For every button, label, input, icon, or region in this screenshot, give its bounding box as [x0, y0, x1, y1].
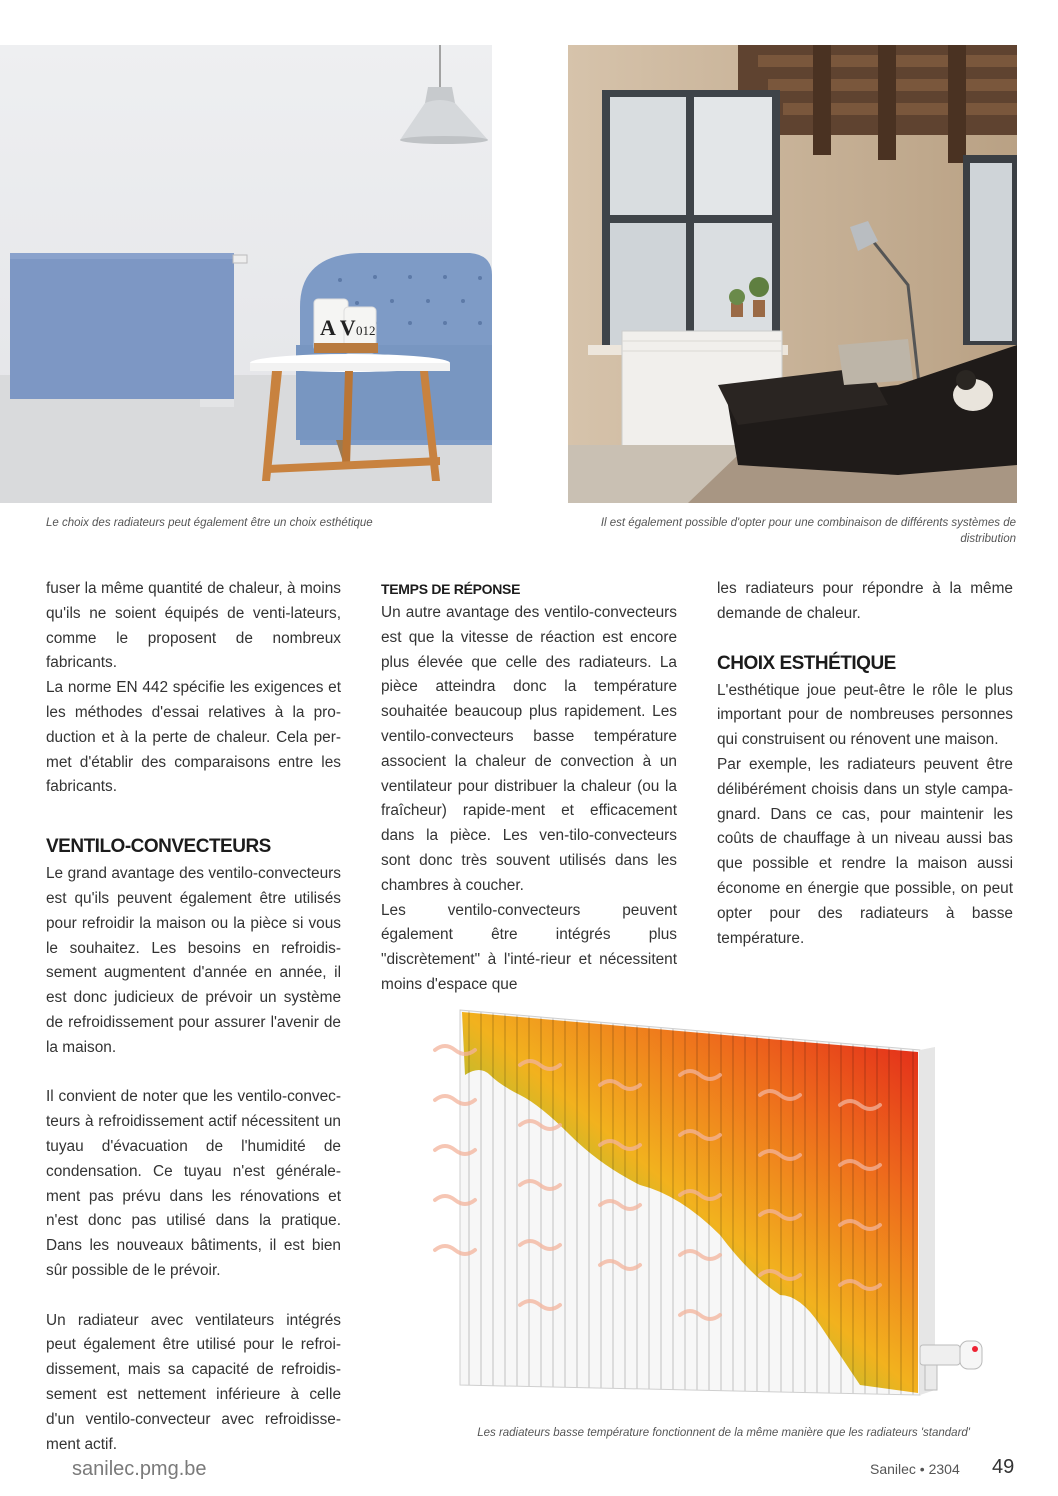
- footer-issue-label: Sanilec • 2304: [870, 1461, 960, 1477]
- paragraph: fuser la même quantité de chaleur, à moins qu'ils ne soient équipés de venti-lateurs, comme le proposent de nombreux fabricants.: [46, 580, 341, 672]
- radiator-heat-illustration: [420, 995, 990, 1405]
- section-heading-ventilo-convecteurs: VENTILO-CONVECTEURS: [46, 836, 271, 858]
- illustration-caption: Les radiateurs basse température fonctionnent de la même manière que les radiateurs 'standard': [477, 1427, 970, 1439]
- paragraph: Par exemple, les radiateurs peuvent être délibérément choisis dans un style campa-gnard. Dans ce cas, pour maintenir les coûts de chauffage à un niveau aussi bas que possible et rendre la maison aussi économe en énergie que possible, on peut opter pour des radiateurs à basse température.: [717, 755, 1013, 947]
- mug-letters: A V: [320, 315, 356, 340]
- section-heading-temps-de-reponse: TEMPS DE RÉPONSE: [381, 581, 521, 597]
- radiator-heat-drawing: [420, 995, 990, 1405]
- photo-caption-left: Le choix des radiateurs peut également être un choix esthétique: [46, 517, 373, 529]
- paragraph: Le grand avantage des ventilo-convecteurs est qu'ils peuvent également être utilisés pour refroidir la maison ou la pièce si vous le souhaitez. Les besoins en refroidis-sement augmentent d'année en année, il est donc judicieux de prévoir un système de refroidissement pour assurer l'avenir de la maison.: [46, 865, 341, 1056]
- section-heading-choix-esthetique: CHOIX ESTHÉTIQUE: [717, 652, 896, 674]
- footer-website-link[interactable]: sanilec.pmg.be: [72, 1458, 207, 1480]
- page-number: 49: [992, 1456, 1015, 1478]
- photo-blue-radiator-living-room: [0, 45, 492, 503]
- paragraph: Les ventilo-convecteurs peuvent également être intégrés plus "discrètement" à l'inté-rieur et nécessitent moins d'espace que: [381, 901, 677, 993]
- mug-number: 012: [356, 323, 376, 338]
- paragraph: L'esthétique joue peut-être le rôle le plus important pour de nombreuses personnes qui construisent ou rénovent une maison.: [717, 681, 1013, 749]
- paragraph: les radiateurs pour répondre à la même demande de chaleur.: [717, 580, 1013, 622]
- paragraph: Un autre avantage des ventilo-convecteurs est que la vitesse de réaction est encore plus élevée que celle des radiateurs. La pièce atteindra donc la température souhaitée beaucoup plus rapidement. Les ventilo-convecteurs basse température associent la chaleur de convection à un ventilateur pour distribuer la chaleur (ou la fraîcheur) rapide-ment et efficacement dans la pièce. Les ven-tilo-convecteurs sont donc très souvent utilisés dans les chambres à coucher.: [381, 604, 677, 894]
- text-column-2: [381, 577, 677, 998]
- text-column-3: [717, 577, 1013, 951]
- paragraph: Il convient de noter que les ventilo-convec-teurs à refroidissement actif nécessitent un tuyau d'évacuation de l'humidité de condensation. Ce tuyau n'est générale-ment pas prévu dans les rénovations et n'est donc pas utilisé dans la pratique. Dans les nouveaux bâtiments, il est bien sûr possible de le prévoir.: [46, 1088, 341, 1279]
- photo-right-drawing: [568, 45, 1017, 503]
- photo-left-drawing: [0, 45, 492, 503]
- paragraph: Un radiateur avec ventilateurs intégrés peut également être utilisé pour le refroi-dissement, mais sa capacité de refroidis-sement est nettement inférieure à celle d'un ventilo-convecteur avec refroidisse-ment actif.: [46, 1311, 341, 1453]
- photo-room-with-window-and-sofa: [568, 45, 1017, 503]
- photo-caption-right: Il est également possible d'opter pour une combinaison de différents systèmes de distribution: [600, 517, 1016, 545]
- text-column-1: [46, 577, 341, 1457]
- paragraph: La norme EN 442 spécifie les exigences et les méthodes d'essai relatives à la pro-duction et à la perte de chaleur. Cela per-met d'établir des comparaisons entre les fabricants.: [46, 679, 341, 796]
